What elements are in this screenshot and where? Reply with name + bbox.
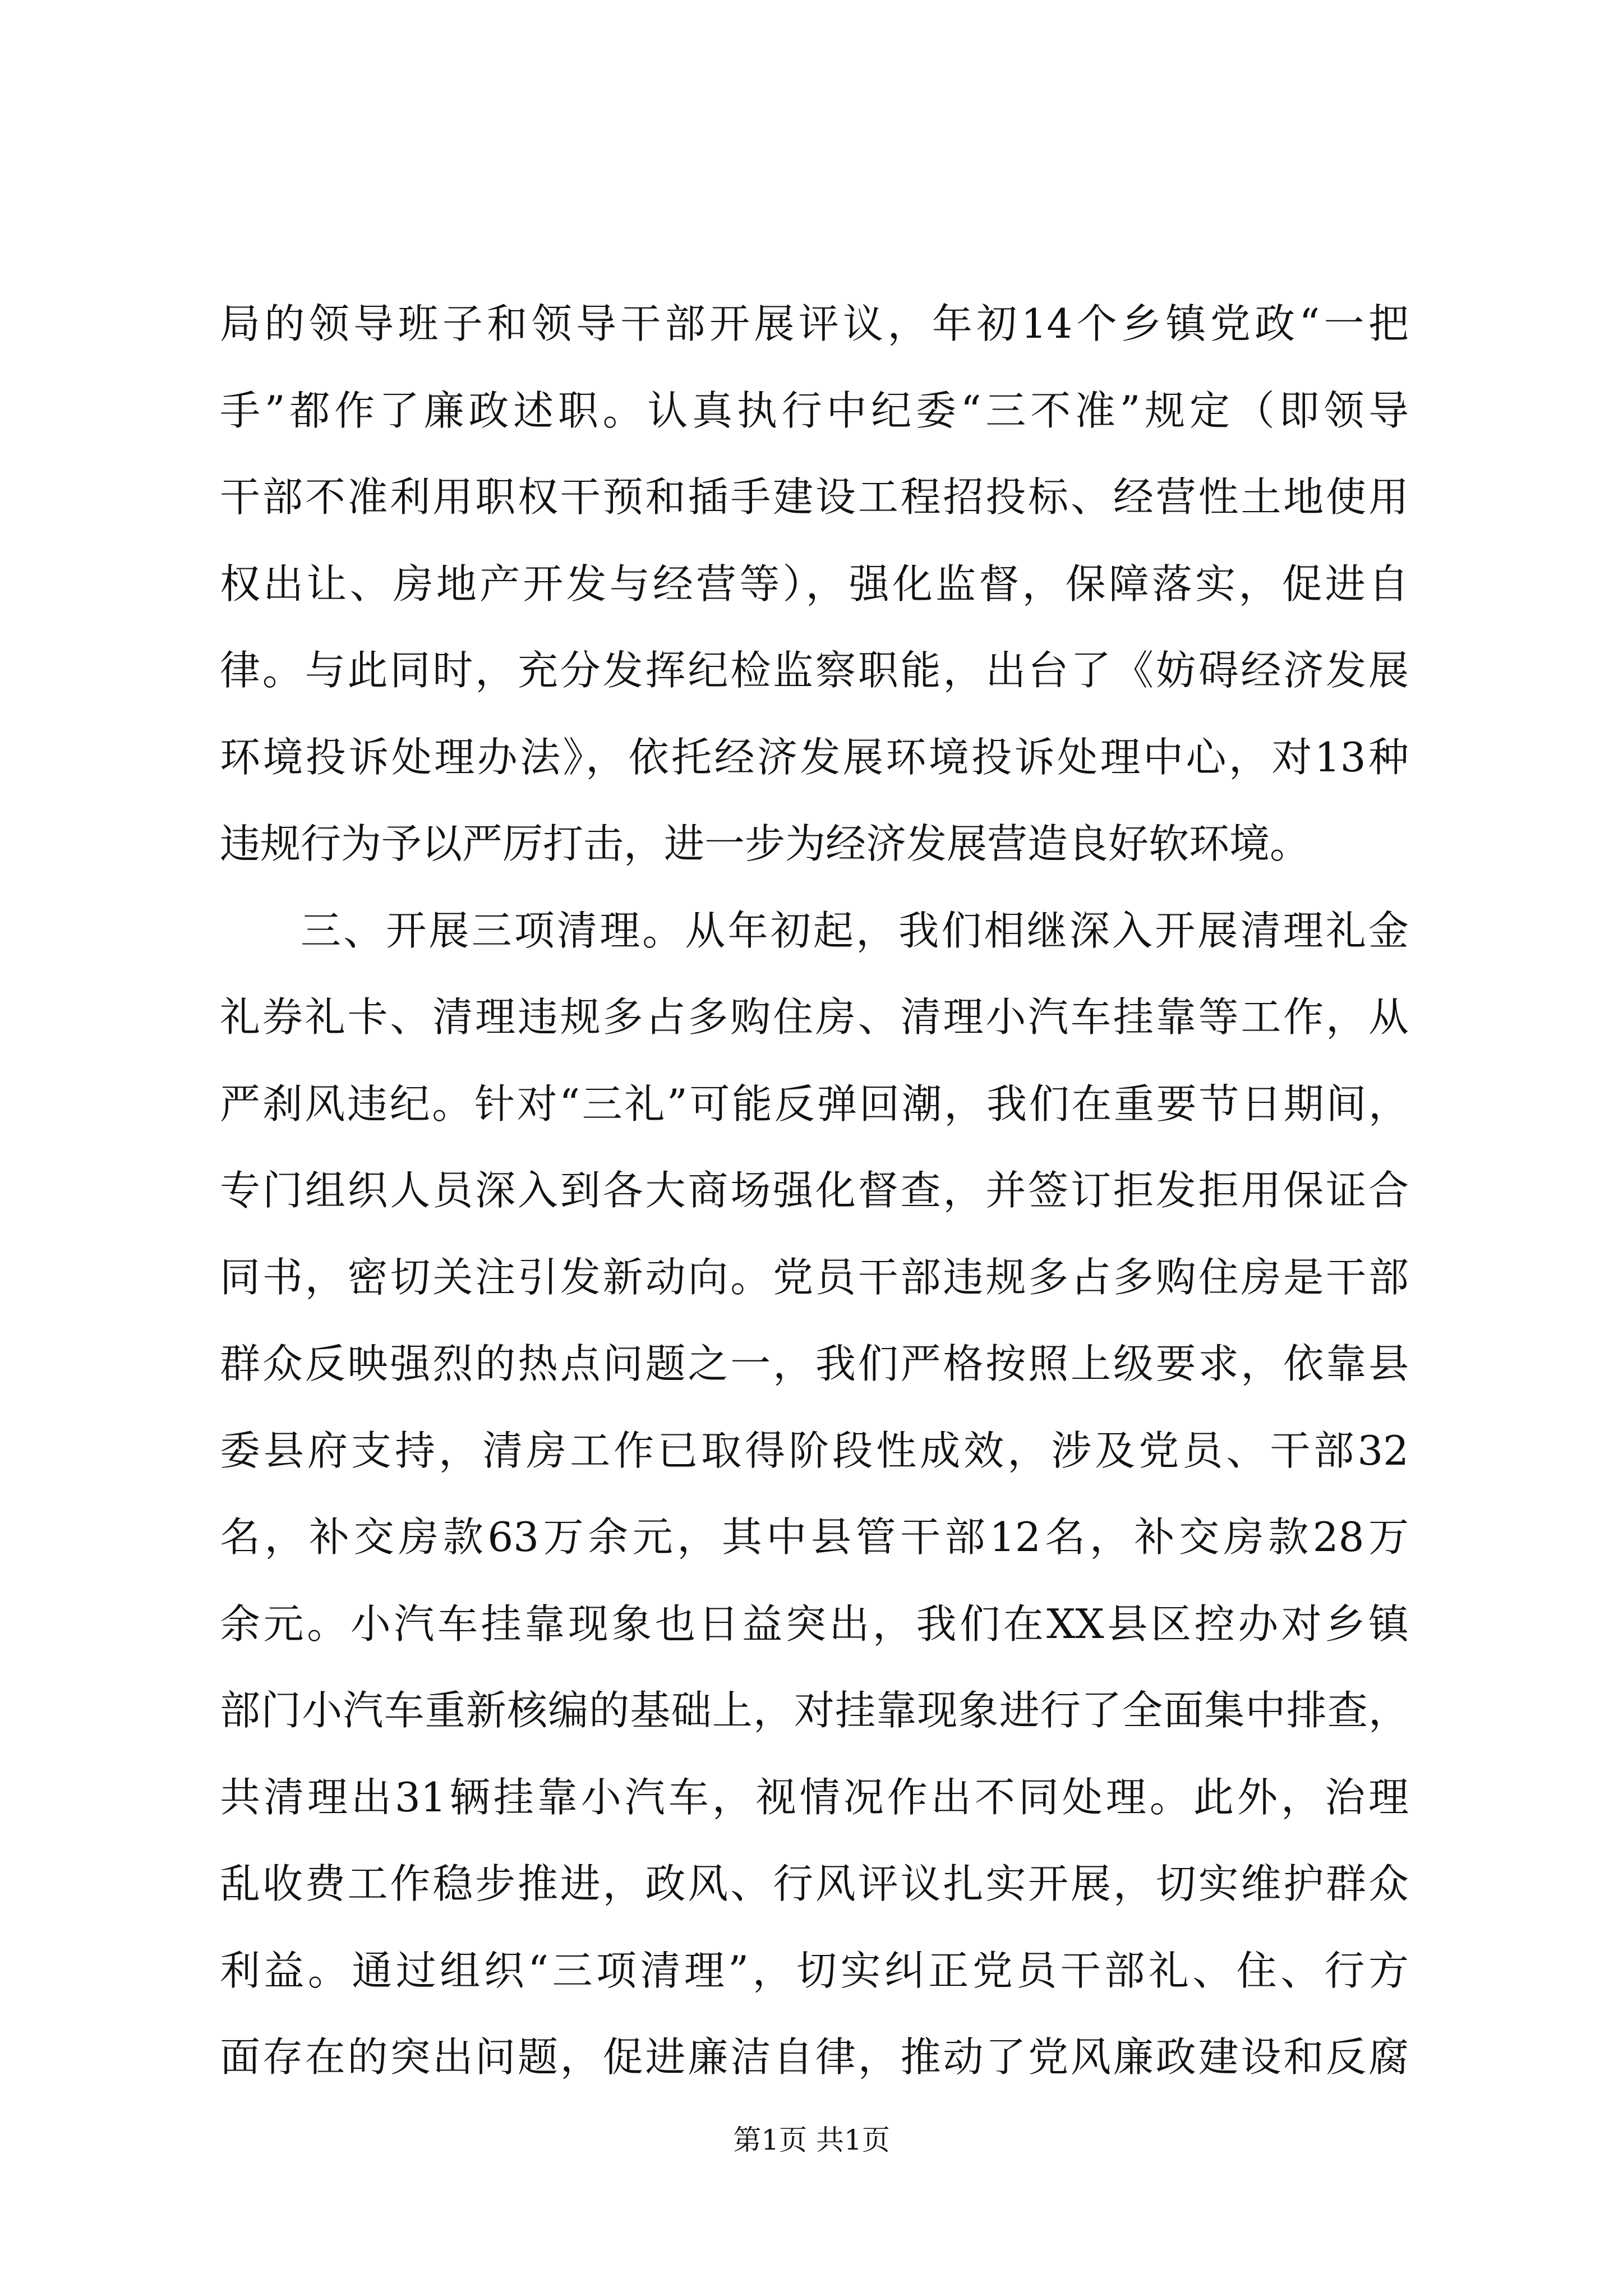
text-line: 群众反映强烈的热点问题之一，我们严格按照上级要求，依靠县 bbox=[220, 1340, 1409, 1387]
text-line: 乱收费工作稳步推进，政风、行风评议扎实开展，切实维护群众 bbox=[220, 1860, 1409, 1907]
text-line: 严刹风违纪。针对“三礼”可能反弹回潮，我们在重要节日期间， bbox=[220, 1080, 1409, 1128]
text-line: 礼券礼卡、清理违规多占多购住房、清理小汽车挂靠等工作，从 bbox=[220, 993, 1409, 1041]
text-line: 律。与此同时，充分发挥纪检监察职能，出台了《妨碍经济发展 bbox=[220, 647, 1409, 694]
text-line: 违规行为予以严厉打击，进一步为经济发展营造良好软环境。 bbox=[220, 820, 1311, 867]
text-line: 共清理出31辆挂靠小汽车，视情况作出不同处理。此外，治理 bbox=[220, 1773, 1409, 1821]
text-line: 同书，密切关注引发新动向。党员干部违规多占多购住房是干部 bbox=[220, 1253, 1409, 1301]
text-line: 利益。通过组织“三项清理”，切实纠正党员干部礼、住、行方 bbox=[220, 1947, 1409, 1994]
text-line: 三、开展三项清理。从年初起，我们相继深入开展清理礼金 bbox=[301, 907, 1409, 954]
text-line: 干部不准利用职权干预和插手建设工程招投标、经营性土地使用 bbox=[220, 473, 1409, 521]
text-line: 手”都作了廉政述职。认真执行中纪委“三不准”规定（即领导 bbox=[220, 386, 1409, 434]
paragraph-1 bbox=[220, 280, 1409, 887]
text-line: 面存在的突出问题，促进廉洁自律，推动了党风廉政建设和反腐 bbox=[220, 2033, 1409, 2081]
text-line: 余元。小汽车挂靠现象也日益突出，我们在XX县区控办对乡镇 bbox=[220, 1600, 1409, 1648]
document-body bbox=[220, 280, 1409, 2101]
text-line: 名，补交房款63万余元，其中县管干部12名，补交房款28万 bbox=[220, 1513, 1409, 1561]
page-number-label: 第1页 共1页 bbox=[733, 2124, 890, 2156]
text-line: 局的领导班子和领导干部开展评议，年初14个乡镇党政“一把 bbox=[220, 300, 1409, 347]
text-line: 部门小汽车重新核编的基础上，对挂靠现象进行了全面集中排查， bbox=[220, 1687, 1409, 1734]
text-line: 权出让、房地产开发与经营等），强化监督，保障落实，促进自 bbox=[220, 560, 1409, 608]
page-footer bbox=[0, 2120, 1623, 2160]
text-line: 委县府支持，清房工作已取得阶段性成效，涉及党员、干部32 bbox=[220, 1427, 1409, 1474]
paragraph-2 bbox=[220, 887, 1409, 2101]
text-line: 专门组织人员深入到各大商场强化督查，并签订拒发拒用保证合 bbox=[220, 1167, 1409, 1214]
text-line: 环境投诉处理办法》，依托经济发展环境投诉处理中心，对13种 bbox=[220, 733, 1409, 781]
